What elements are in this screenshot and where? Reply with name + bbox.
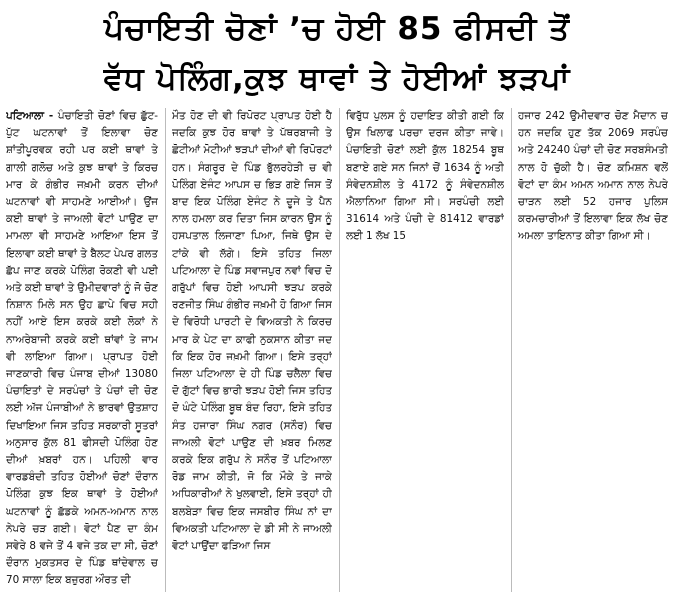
article-column-2: [172, 108, 332, 592]
column-divider: [165, 108, 166, 592]
headline-line-1: ਪੰਚਾਇਤੀ ਚੋਣਾਂ ’ਚ ਹੋਈ 85 ਫੀਸਦੀ ਤੋਂ: [104, 11, 570, 47]
article-column-1: [6, 108, 158, 592]
column-2-text: ਮੌਤ ਹੋਣ ਦੀ ਵੀ ਰਿਪੋਰਟ ਪ੍ਰਾਪਤ ਹੋਈ ਹੈ ਜਦਕਿ ਕੁਝ ਹੋਰ ਥਾਵਾਂ ਤੇ ਪੱਥਰਬਾਜੀ ਤੇ ਛੋਟੀਆਂ ਮੋਟੀਆਂ ਝੜਪਾਂ ਦੀਆਂ ਵੀ ਰਿਪੋਰਟਾਂ ਹਨ। ਸੰਗਰੂਰ ਦੇ ਪਿੰਡ ਭੁੱਲਰਹੇੜੀ ਚ ਵੀ ਪੋਲਿੰਗ ਏਜੰਟ ਆਪਸ ਚ ਭਿੜ ਗਏ ਜਿਸ ਤੋਂ ਬਾਦ ਇਕ ਪੋਲਿੰਗ ਏਜੰਟ ਨੇ ਦੂਜੇ ਤੇ ਪੈਨ ਨਾਲ ਹਮਲਾ ਕਰ ਦਿਤਾ ਜਿਸ ਕਾਰਨ ਉਸ ਨੂੰ ਹਸਪਤਾਲ ਲਿਜਾਣਾ ਪਿਆ, ਜਿਥੇ ਉਸ ਦੇ ਟਾਂਕੇ ਵੀ ਲੱਗੇ। ਇਸੇ ਤਹਿਤ ਜਿਲਾ ਪਟਿਆਲਾ ਦੇ ਪਿੰਡ ਸਵਾਜਪੁਰ ਨਵਾਂ ਵਿਚ ਦੋ ਗਰੁੱਪਾਂ ਵਿਚ ਹੋਈ ਆਪਸੀ ਝੜਪ ਕਰਕੇ ਰਣਜੀਤ ਸਿੰਘ ਗੰਭੀਰ ਜਖ਼ਮੀ ਹੋ ਗਿਆ ਜਿਸ ਦੇ ਵਿਰੋਧੀ ਪਾਰਟੀ ਦੇ ਵਿਅਕਤੀ ਨੇ ਕਿਰਚ ਮਾਰ ਕੇ ਪੇਟ ਦਾ ਕਾਫੀ ਨੁਕਸਾਨ ਕੀਤਾ ਜਦ ਕਿ ਇਕ ਹੋਰ ਜਖ਼ਮੀ ਗਿਆ। ਇਸੇ ਤਰ੍ਹਾਂ ਜਿਲਾ ਪਟਿਆਲਾ ਦੇ ਹੀ ਪਿੰਡ ਚਲੈਲਾ ਵਿਚ ਦੋ ਗੁੱਟਾਂ ਵਿਚ ਭਾਰੀ ਝੜਪ ਹੋਈ ਜਿਸ ਤਹਿਤ ਦੋ ਘੰਟੇ ਪੋਲਿੰਗ ਬੂਥ ਬੰਦ ਰਿਹਾ, ਇਸੇ ਤਹਿਤ ਸੰਤ ਹਜਾਰਾ ਸਿੰਘ ਨਗਰ (ਸਨੌਰ) ਵਿਚ ਜਾਅਲੀ ਵੋਟਾਂ ਪਾਉਣ ਦੀ ਖ਼ਬਰ ਮਿਲਣ ਕਰਕੇ ਇਕ ਗਰੁੱਪ ਨੇ ਸਨੌਰ ਤੋਂ ਪਟਿਆਲਾ ਰੋਡ ਜਾਮ ਕੀਤੀ, ਜੋ ਕਿ ਮੌਕੇ ਤੇ ਜਾਕੇ ਅਧਿਕਾਰੀਆਂ ਨੇ ਖੁਲਵਾਈ, ਇਸੇ ਤਰ੍ਹਾਂ ਹੀ ਬਲਬੇੜਾ ਵਿਚ ਇਕ ਜਸਬੀਰ ਸਿੰਘ ਨਾਂ ਦਾ ਵਿਅਕਤੀ ਪਟਿਆਲਾ ਦੇ ਡੀ ਸੀ ਨੇ ਜਾਅਲੀ ਵੋਟਾਂ ਪਾਉਂਦਾ ਫੜਿਆ ਜਿਸ: [172, 110, 332, 553]
article-body: [6, 108, 668, 592]
column-1-text: ਪੰਚਾਇਤੀ ਚੋਣਾਂ ਵਿਚ ਛੁੱਟ-ਪੁੱਟ ਘਟਨਾਵਾਂ ਤੋਂ ਇਲਾਵਾ ਚੋਣ ਸ਼ਾਂਤੀਪੂਰਵਕ ਰਹੀ ਪਰ ਕਈ ਥਾਵਾਂ ਤੇ ਗਾਲੀ ਗਲੋਚ ਅਤੇ ਕੁਝ ਥਾਵਾਂ ਤੇ ਕਿਰਚ ਮਾਰ ਕੇ ਗੰਭੀਰ ਜਖ਼ਮੀ ਕਰਨ ਦੀਆਂ ਘਟਨਾਵਾਂ ਵੀ ਸਾਹਮਣੇ ਆਈਆਂ। ਉਂਜ ਕਈ ਥਾਵਾਂ ਤੇ ਜਾਅਲੀ ਵੋਟਾਂ ਪਾਉਣ ਦਾ ਮਾਮਲਾ ਵੀ ਸਾਹਮਣੇ ਆਇਆ ਇਸ ਤੋਂ ਇਲਾਵਾ ਕਈ ਥਾਵਾਂ ਤੇ ਬੈਲਟ ਪੇਪਰ ਗਲਤ ਛੱਪ ਜਾਣ ਕਰਕੇ ਪੋਲਿੰਗ ਰੋਕਣੀ ਵੀ ਪਈ ਅਤੇ ਕਈ ਥਾਵਾਂ ਤੇ ਉਮੀਦਵਾਰਾਂ ਨੂੰ ਜੋ ਚੋਣ ਨਿਸ਼ਾਨ ਮਿਲੇ ਸਨ ਉਹ ਛਾਪੇ ਵਿਚ ਸਹੀ ਨਹੀਂ ਆਏ ਇਸ ਕਰਕੇ ਕਈ ਲੋਕਾਂ ਨੇ ਨਾਅਰੇਬਾਜੀ ਕਰਕੇ ਕਈ ਥਾਂਵਾਂ ਤੇ ਜਾਮ ਵੀ ਲਾਇਆ ਗਿਆ। ਪ੍ਰਾਪਤ ਹੋਈ ਜਾਣਕਾਰੀ ਵਿਚ ਪੰਜਾਬ ਦੀਆਂ 13080 ਪੰਚਾਇਤਾਂ ਦੇ ਸਰਪੰਚਾਂ ਤੇ ਪੰਚਾਂ ਦੀ ਚੋਣ ਲਈ ਅੱਜ ਪੰਜਾਬੀਆਂ ਨੇ ਭਾਰਵਾਂ ਉਤਸ਼ਾਹ ਦਿਖਾਇਆ ਜਿਸ ਤਹਿਤ ਸਰਕਾਰੀ ਸੂਤਰਾਂ ਅਨੁਸਾਰ ਕੁੱਲ 81 ਫੀਸਦੀ ਪੋਲਿੰਗ ਹੋਣ ਦੀਆਂ ਖ਼ਬਰਾਂ ਹਨ। ਪਹਿਲੀ ਵਾਰ ਵਾਰਡਬੰਦੀ ਤਹਿਤ ਹੋਈਆਂ ਚੋਣਾਂ ਦੌਰਾਨ ਪੋਲਿੰਗ ਕੁਝ ਇਕ ਥਾਵਾਂ ਤੇ ਹੋਈਆਂ ਘਟਨਾਵਾਂ ਨੂੰ ਛੱਡਕੇ ਅਮਨ-ਅਮਾਨ ਨਾਲ ਨੇਪਰੇ ਚੜ ਗਈ। ਵੋਟਾਂ ਪੈਣ ਦਾ ਕੰਮ ਸਵੇਰੇ 8 ਵਜੇ ਤੋਂ 4 ਵਜੇ ਤਕ ਦਾ ਸੀ, ਚੋਣਾਂ ਦੌਰਾਨ ਮੁਕਤਸਰ ਦੇ ਪਿੰਡ ਥਾਂਦੇਵਾਲ ਚ 70 ਸਾਲਾ ਇਕ ਬਜ਼ੁਰਗ ਔਰਤ ਦੀ: [6, 110, 158, 587]
article-column-3: [346, 108, 504, 592]
column-divider: [339, 108, 340, 592]
article-column-4: [518, 108, 668, 592]
column-3-text: ਵਿਰੁੱਧ ਪੁਲਸ ਨੂੰ ਹਦਾਇਤ ਕੀਤੀ ਗਈ ਕਿ ਉਸ ਖਿਲਾਫ ਪਰਚਾ ਦਰਜ ਕੀਤਾ ਜਾਵੇ। ਪੰਚਾਇਤੀ ਚੋਣਾਂ ਲਈ ਕੁੱਲ 18254 ਬੂਥ ਬਣਾਏ ਗਏ ਸਨ ਜਿਨਾਂ ਚੋਂ 1634 ਨੂੰ ਅਤੀ ਸੰਵੇਦਨਸ਼ੀਲ ਤੇ 4172 ਨੂੰ ਸੰਵੇਦਨਸ਼ੀਲ ਐਲਾਨਿਆ ਗਿਆ ਸੀ। ਸਰਪੰਚੀ ਲਈ 31614 ਅਤੇ ਪੰਚੀ ਦੇ 81412 ਵਾਰਡਾਂ ਲਈ 1 ਲੱਖ 15: [346, 110, 504, 243]
column-divider: [511, 108, 512, 592]
headline: [0, 0, 674, 106]
dateline: ਪਟਿਆਲਾ -: [6, 110, 54, 122]
column-4-text: ਹਜਾਰ 242 ਉਮੀਦਵਾਰ ਚੋਣ ਮੈਦਾਨ ਚ ਹਨ ਜਦਕਿ ਹੁਣ ਤੱਕ 2069 ਸਰਪੰਚ ਅਤੇ 24240 ਪੰਚਾਂ ਦੀ ਚੋਣ ਸਰਬਸੰਮਤੀ ਨਾਲ ਹੋ ਚੁੱਕੀ ਹੈ। ਚੋਣ ਕਮਿਸ਼ਨ ਵਲੋਂ ਵੋਟਾਂ ਦਾ ਕੰਮ ਅਮਨ ਅਮਾਨ ਨਾਲ ਨੇਪਰੇ ਚਾੜਨ ਲਈ 52 ਹਜਾਰ ਪੁਲਿਸ ਕਰਮਚਾਰੀਆਂ ਤੋਂ ਇਲਾਵਾ ਇਕ ਲੱਖ ਚੋਣ ਅਮਲਾ ਤਾਇਨਾਤ ਕੀਤਾ ਗਿਆ ਸੀ।: [518, 110, 668, 243]
headline-line-2: ਵੱਧ ਪੋਲਿੰਗ,ਕੁਝ ਥਾਵਾਂ ਤੇ ਹੋਈਆਂ ਝੜਪਾਂ: [103, 61, 571, 97]
